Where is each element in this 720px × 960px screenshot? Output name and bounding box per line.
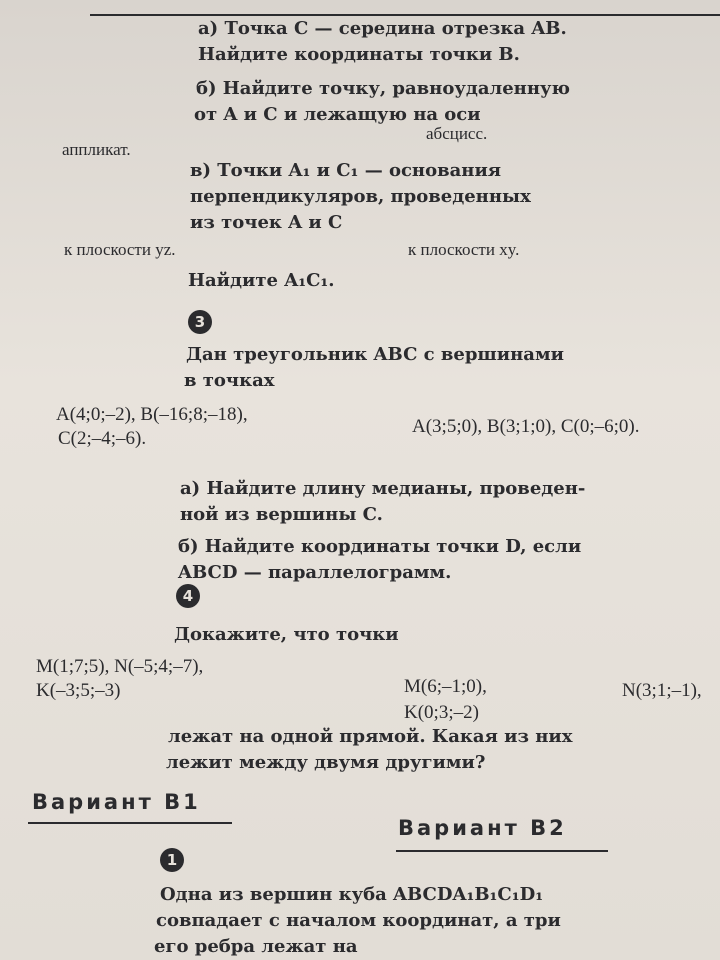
variant-b2-underline: [396, 850, 608, 852]
task4-variant1-coords-b: K(–3;5;–3): [36, 680, 121, 701]
task2-line-c1: в) Точки A₁ и C₁ — основания: [190, 160, 502, 181]
task4-line2: лежат на одной прямой. Какая из них: [168, 726, 573, 747]
task2-line-b1: б) Найдите точку, равноудаленную: [196, 78, 571, 99]
task3-line1: Дан треугольник ABC с вершинами: [186, 344, 564, 365]
task2-line-b2: от A и C и лежащую на оси: [194, 104, 481, 125]
task1-line2: совпадает с началом координат, а три: [156, 910, 561, 931]
task3-part-a2: ной из вершины C.: [180, 504, 383, 525]
task2-variant1-axis: аппликат.: [62, 140, 131, 159]
task2-line-a1: а) Точка C — середина отрезка AB.: [198, 18, 567, 39]
task2-variant2-axis: абсцисс.: [426, 124, 488, 143]
task1-line1: Одна из вершин куба ABCDA₁B₁C₁D₁: [160, 884, 544, 905]
task4-line1: Докажите, что точки: [174, 624, 399, 645]
task4-line3: лежит между двумя другими?: [166, 752, 486, 773]
task1-line3: его ребра лежат на: [154, 936, 358, 957]
top-rule: [90, 14, 720, 16]
task4-number-badge: 4: [176, 584, 200, 608]
task4-variant1-coords-a: M(1;7;5), N(–5;4;–7),: [36, 656, 204, 677]
task3-part-b2: ABCD — параллелограмм.: [178, 562, 452, 583]
variant-b2-heading: Вариант В2: [398, 816, 567, 840]
task4-variant2-coords-c: N(3;1;–1),: [622, 680, 702, 701]
task3-variant1-coords-a: A(4;0;–2), B(–16;8;–18),: [56, 404, 248, 425]
task3-number-badge: 3: [188, 310, 212, 334]
task3-part-a1: а) Найдите длину медианы, проведен-: [180, 478, 586, 499]
task2-variant1-plane: к плоскости yz.: [64, 240, 176, 259]
task2-line-c4: Найдите A₁C₁.: [188, 270, 335, 291]
task2-line-c2: перпендикуляров, проведенных: [190, 186, 531, 207]
task2-variant2-plane: к плоскости xy.: [408, 240, 520, 259]
task3-part-b1: б) Найдите координаты точки D, если: [178, 536, 582, 557]
task3-variant1-coords-b: C(2;–4;–6).: [58, 428, 147, 449]
variant-b1-heading: Вариант В1: [32, 790, 201, 814]
task4-variant2-coords-a: M(6;–1;0),: [404, 676, 487, 697]
task2-line-a2: Найдите координаты точки B.: [198, 44, 520, 65]
task2-line-c3: из точек A и C: [190, 212, 343, 233]
task1-number-badge: 1: [160, 848, 184, 872]
variant-b1-underline: [28, 822, 232, 824]
task4-variant2-coords-b: K(0;3;–2): [404, 702, 479, 723]
task3-line2: в точках: [184, 370, 275, 391]
task3-variant2-coords: A(3;5;0), B(3;1;0), C(0;–6;0).: [412, 416, 640, 437]
